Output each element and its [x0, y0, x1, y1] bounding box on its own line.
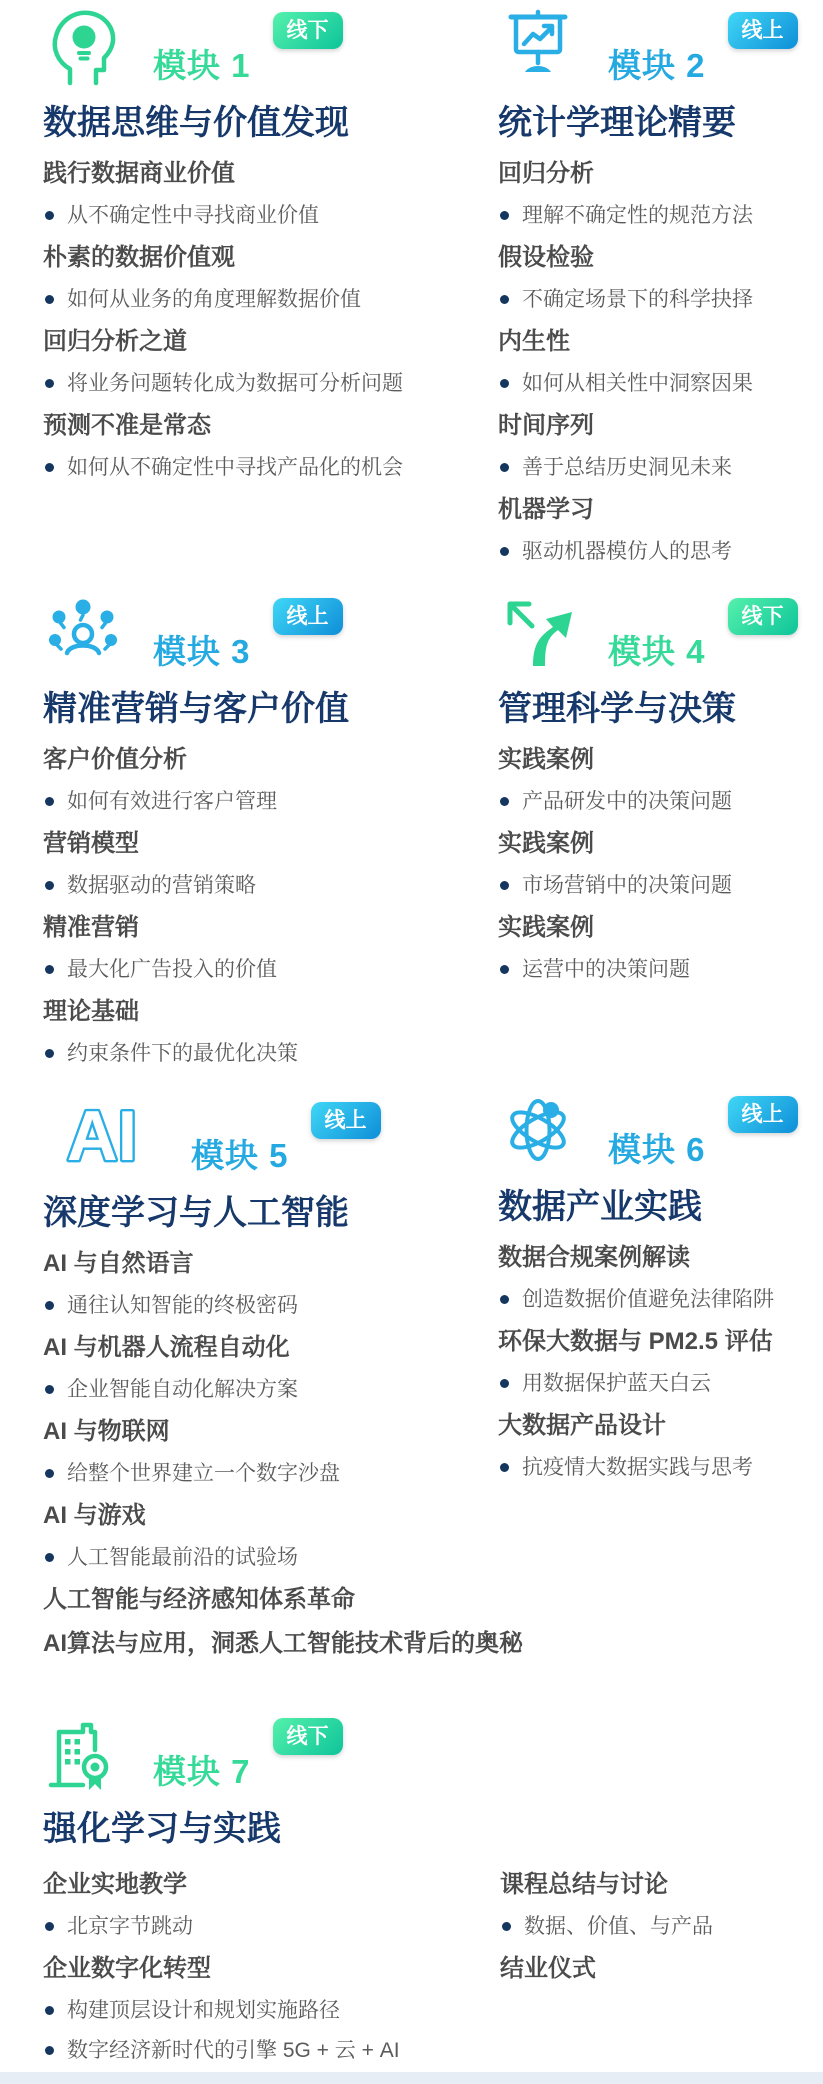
topic-header: 人工智能与经济感知体系革命	[43, 1585, 355, 1613]
module-content	[498, 1243, 812, 1481]
topic-bullets	[498, 872, 812, 899]
bullet-text: 约束条件下的最优化决策	[67, 1041, 298, 1065]
bullet-text: 善于总结历史洞见未来	[522, 455, 732, 479]
bullet-dot-icon	[45, 797, 54, 806]
bullet-item	[43, 202, 393, 229]
module-number-label: 模块 2	[608, 47, 706, 84]
bullet-dot-icon	[45, 1553, 54, 1562]
topic	[43, 745, 393, 815]
bullet-item	[43, 1292, 463, 1319]
bullet-item	[498, 538, 812, 565]
topic	[43, 159, 393, 229]
module-title: 精准营销与客户价值	[43, 690, 349, 728]
module-header	[43, 1710, 813, 1792]
topic-bullets	[43, 1544, 463, 1571]
topic	[43, 913, 393, 983]
bullet-dot-icon	[500, 881, 509, 890]
bullet-item	[43, 1040, 393, 1067]
topic-header: 实践案例	[498, 829, 594, 857]
bullet-item	[43, 1544, 463, 1571]
topic-header: 实践案例	[498, 745, 594, 773]
bullet-item	[43, 286, 393, 313]
bullet-item	[498, 1454, 812, 1481]
people-network-icon	[43, 592, 123, 672]
bullet-text: 从不确定性中寻找商业价值	[67, 203, 319, 227]
topic-header: 课程总结与讨论	[500, 1870, 668, 1898]
topic-bullets	[498, 788, 812, 815]
topic-bullets	[498, 956, 812, 983]
topic-header: 预测不准是常态	[43, 411, 211, 439]
bullet-dot-icon	[45, 1469, 54, 1478]
module-column	[43, 159, 403, 481]
module-header	[498, 590, 812, 672]
bullet-dot-icon	[45, 1301, 54, 1310]
topic-bullets	[43, 202, 393, 229]
bullet-text: 理解不确定性的规范方法	[522, 203, 753, 227]
bullet-text: 如何从不确定性中寻找产品化的机会	[67, 455, 403, 479]
bullet-dot-icon	[45, 295, 54, 304]
module-column	[498, 1243, 812, 1481]
topic-header: 企业数字化转型	[43, 1954, 211, 1982]
module-number-label: 模块 7	[153, 1753, 251, 1790]
topic-bullets	[498, 538, 812, 565]
module-number-label: 模块 6	[608, 1131, 706, 1168]
bullet-text: 通往认知智能的终极密码	[67, 1293, 298, 1317]
module-card	[43, 590, 393, 1067]
topic-header: 营销模型	[43, 829, 139, 857]
topic-header: 机器学习	[498, 495, 594, 523]
bullet-dot-icon	[45, 463, 54, 472]
topic	[43, 243, 393, 313]
bullet-text: 给整个世界建立一个数字沙盘	[67, 1461, 340, 1485]
bullet-item	[43, 454, 403, 481]
diverging-arrows-icon	[498, 592, 578, 672]
topic-header: 理论基础	[43, 997, 139, 1025]
bullet-item	[498, 956, 812, 983]
topic-header: 时间序列	[498, 411, 594, 439]
topic	[498, 745, 812, 815]
module-column	[498, 745, 812, 983]
topic-header: AI 与机器人流程自动化	[43, 1333, 290, 1361]
topic-bullets	[500, 1913, 813, 1940]
bullet-item	[43, 2037, 500, 2064]
topic-bullets	[43, 286, 393, 313]
module-title: 数据产业实践	[498, 1188, 702, 1226]
topic-header: 践行数据商业价值	[43, 159, 235, 187]
topic-bullets	[43, 1376, 463, 1403]
topic-header: 数据合规案例解读	[498, 1243, 690, 1271]
bullet-text: 如何从业务的角度理解数据价值	[67, 287, 361, 311]
topic-header: 回归分析之道	[43, 327, 187, 355]
bullet-dot-icon	[500, 547, 509, 556]
topic-header: 大数据产品设计	[498, 1411, 666, 1439]
bullet-text: 数据、价值、与产品	[524, 1914, 713, 1938]
bullet-text: 运营中的决策问题	[522, 957, 690, 981]
topic	[43, 829, 393, 899]
module-content	[43, 1856, 813, 2064]
topic-header: 假设检验	[498, 243, 594, 271]
topic-bullets	[43, 370, 403, 397]
topic-header: AI 与游戏	[43, 1501, 146, 1529]
bullet-text: 数据驱动的营销策略	[67, 873, 256, 897]
topic	[498, 495, 812, 565]
bullet-dot-icon	[500, 463, 509, 472]
presentation-chart-icon	[498, 6, 578, 86]
bullet-text: 数字经济新时代的引擎 5G + 云 + AI	[67, 2038, 400, 2062]
module-column	[43, 1856, 500, 2064]
topic-header: 内生性	[498, 327, 570, 355]
bullet-text: 产品研发中的决策问题	[522, 789, 732, 813]
bullet-text: 最大化广告投入的价值	[67, 957, 277, 981]
topic-header: 实践案例	[498, 913, 594, 941]
bullet-dot-icon	[500, 295, 509, 304]
topic	[498, 243, 812, 313]
topic-bullets	[43, 1997, 500, 2064]
module-header	[43, 590, 393, 672]
module-header	[498, 4, 812, 86]
topic	[43, 1501, 463, 1571]
bullet-item	[498, 872, 812, 899]
topic-bullets	[43, 454, 403, 481]
topic	[498, 913, 812, 983]
topic-bullets	[498, 1286, 812, 1313]
topic-header: 朴素的数据价值观	[43, 243, 235, 271]
bullet-item	[43, 1997, 500, 2024]
topic-bullets	[498, 202, 812, 229]
head-lightbulb-icon	[43, 6, 123, 86]
delivery-mode-badge: 线下	[273, 12, 343, 49]
bullet-dot-icon	[500, 965, 509, 974]
topic-bullets	[43, 1460, 463, 1487]
bullet-dot-icon	[500, 1463, 509, 1472]
bullet-item	[498, 286, 812, 313]
bullet-dot-icon	[45, 1385, 54, 1394]
module-card	[43, 4, 403, 481]
topic-bullets	[43, 1040, 393, 1067]
module-content	[43, 745, 393, 1067]
module-header	[43, 4, 393, 86]
bullet-item	[43, 1460, 463, 1487]
topic	[498, 327, 812, 397]
bullet-dot-icon	[45, 1049, 54, 1058]
module-content	[43, 1249, 523, 1659]
delivery-mode-badge: 线下	[728, 598, 798, 635]
topic	[43, 1954, 500, 2064]
bullet-item	[498, 202, 812, 229]
topic	[500, 1870, 813, 1940]
topic	[498, 1327, 812, 1397]
bullet-dot-icon	[45, 965, 54, 974]
topic-header: 客户价值分析	[43, 745, 187, 773]
module-column	[43, 1249, 523, 1659]
bullet-item	[43, 872, 393, 899]
bullet-dot-icon	[500, 379, 509, 388]
topic-header: AI 与物联网	[43, 1417, 170, 1445]
topic-bullets	[498, 1370, 812, 1397]
bullet-dot-icon	[500, 1379, 509, 1388]
bullet-dot-icon	[45, 2046, 54, 2055]
building-award-icon	[43, 1712, 123, 1792]
module-number-label: 模块 5	[191, 1137, 289, 1174]
bullet-item	[498, 1370, 812, 1397]
bullet-text: 如何有效进行客户管理	[67, 789, 277, 813]
bullet-item	[498, 1286, 812, 1313]
topic	[43, 1333, 463, 1403]
topic-bullets	[498, 1454, 812, 1481]
module-card	[43, 1710, 813, 2064]
module-title: 强化学习与实践	[43, 1810, 281, 1848]
module-number-label: 模块 4	[608, 633, 706, 670]
delivery-mode-badge: 线上	[311, 1102, 381, 1139]
topic	[43, 1870, 500, 1940]
bullet-text: 人工智能最前沿的试验场	[67, 1545, 298, 1569]
topic-bullets	[43, 872, 393, 899]
topic	[498, 411, 812, 481]
atom-icon	[498, 1090, 578, 1170]
bullet-item	[498, 454, 812, 481]
bullet-text: 创造数据价值避免法律陷阱	[522, 1287, 774, 1311]
module-header	[498, 1088, 812, 1170]
module-card	[498, 4, 812, 565]
bullet-dot-icon	[45, 379, 54, 388]
module-number-label: 模块 3	[153, 633, 251, 670]
module-title: 管理科学与决策	[498, 690, 736, 728]
svg-text:AI: AI	[66, 1100, 138, 1175]
topic	[43, 1629, 523, 1659]
bullet-item	[43, 370, 403, 397]
topic-header: AI 与自然语言	[43, 1249, 194, 1277]
bullet-dot-icon	[502, 1922, 511, 1931]
delivery-mode-badge: 线上	[273, 598, 343, 635]
delivery-mode-badge: 线下	[273, 1718, 343, 1755]
topic	[43, 1417, 463, 1487]
bullet-text: 驱动机器模仿人的思考	[522, 539, 732, 563]
module-title: 统计学理论精要	[498, 104, 736, 142]
module-column	[500, 1856, 813, 2064]
bullet-text: 抗疫情大数据实践与思考	[522, 1455, 753, 1479]
topic-header: 结业仪式	[500, 1954, 596, 1982]
bullet-dot-icon	[500, 797, 509, 806]
topic	[43, 997, 393, 1067]
bullet-item	[43, 956, 393, 983]
module-card	[498, 590, 812, 983]
bullet-item	[498, 788, 812, 815]
bullet-text: 如何从相关性中洞察因果	[522, 371, 753, 395]
module-title: 数据思维与价值发现	[43, 104, 349, 142]
bullet-dot-icon	[500, 211, 509, 220]
module-content	[498, 745, 812, 983]
topic-bullets	[43, 1292, 463, 1319]
topic-header: 回归分析	[498, 159, 594, 187]
module-title: 深度学习与人工智能	[43, 1194, 349, 1232]
topic-bullets	[43, 1913, 500, 1940]
topic	[498, 159, 812, 229]
bullet-item	[43, 1913, 500, 1940]
module-card	[43, 1094, 523, 1659]
topic-bullets	[498, 286, 812, 313]
module-header	[43, 1094, 463, 1176]
topic	[498, 1243, 812, 1313]
bullet-text: 企业智能自动化解决方案	[67, 1377, 298, 1401]
topic	[500, 1954, 813, 1984]
module-content	[43, 159, 403, 481]
bullet-text: 构建顶层设计和规划实施路径	[67, 1998, 340, 2022]
bullet-dot-icon	[45, 211, 54, 220]
bullet-dot-icon	[45, 2006, 54, 2015]
footer-divider-bar	[0, 2072, 823, 2084]
bullet-item	[43, 1376, 463, 1403]
module-number-label: 模块 1	[153, 47, 251, 84]
bullet-item	[500, 1913, 813, 1940]
topic	[43, 1585, 463, 1615]
delivery-mode-badge: 线上	[728, 1096, 798, 1133]
topic	[498, 829, 812, 899]
topic-header: 精准营销	[43, 913, 139, 941]
topic	[43, 327, 403, 397]
module-column	[43, 745, 393, 1067]
topic-header: 环保大数据与 PM2.5 评估	[498, 1327, 773, 1355]
topic-bullets	[498, 454, 812, 481]
bullet-item	[498, 370, 812, 397]
topic-header: AI算法与应用，洞悉人工智能技术背后的奥秘	[43, 1629, 523, 1657]
bullet-text: 北京字节跳动	[67, 1914, 193, 1938]
topic	[43, 411, 403, 481]
ai-letters-icon	[43, 1100, 161, 1176]
module-card	[498, 1088, 812, 1481]
bullet-dot-icon	[45, 881, 54, 890]
bullet-text: 用数据保护蓝天白云	[522, 1371, 711, 1395]
topic-header: 企业实地教学	[43, 1870, 187, 1898]
bullet-dot-icon	[500, 1295, 509, 1304]
delivery-mode-badge: 线上	[728, 12, 798, 49]
bullet-text: 市场营销中的决策问题	[522, 873, 732, 897]
bullet-item	[43, 788, 393, 815]
module-content	[498, 159, 812, 565]
topic	[43, 1249, 463, 1319]
topic-bullets	[498, 370, 812, 397]
bullet-dot-icon	[45, 1922, 54, 1931]
bullet-text: 将业务问题转化成为数据可分析问题	[67, 371, 403, 395]
bullet-text: 不确定场景下的科学抉择	[522, 287, 753, 311]
module-column	[498, 159, 812, 565]
topic	[498, 1411, 812, 1481]
topic-bullets	[43, 956, 393, 983]
topic-bullets	[43, 788, 393, 815]
